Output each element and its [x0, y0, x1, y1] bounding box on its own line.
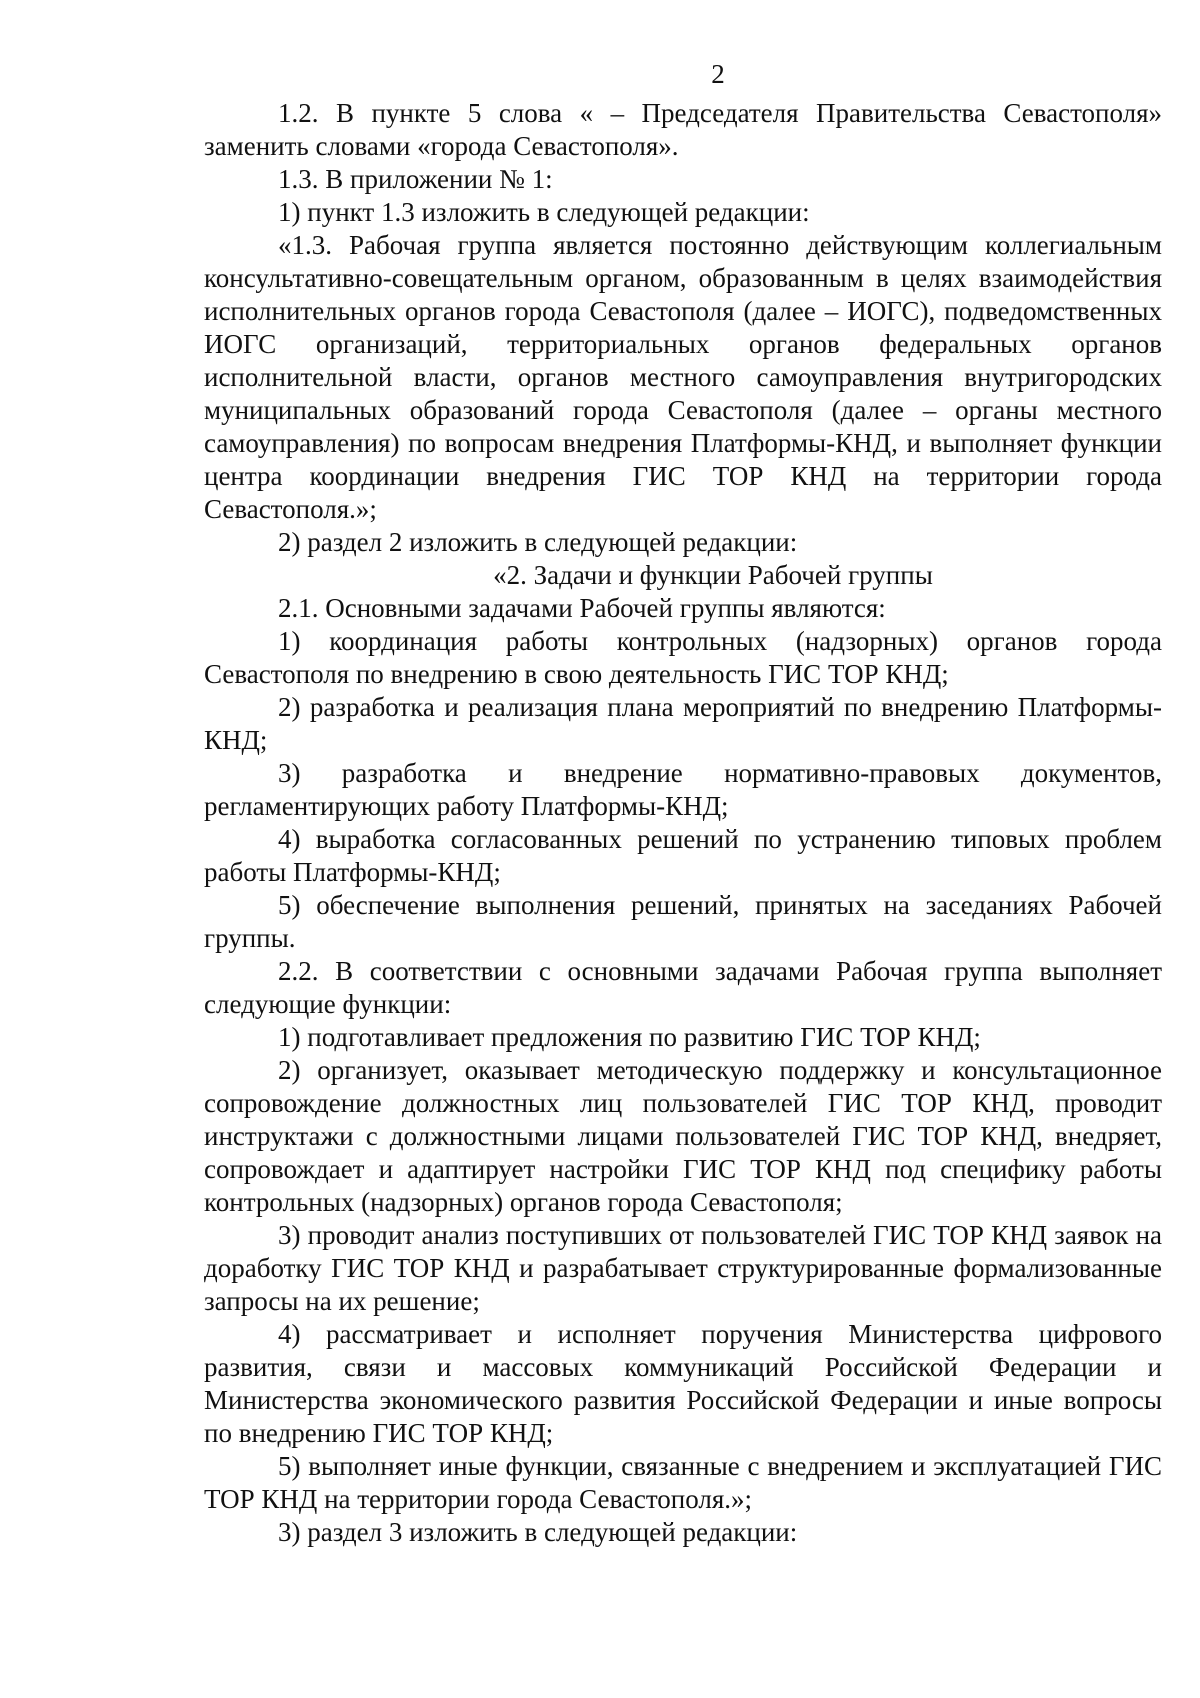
task-item-1: 1) координация работы контрольных (надзорных) органов города Севастополя по внедрению в свою деятельность ГИС ТОР КНД;	[204, 626, 1162, 689]
paragraph-item-1: 1) пункт 1.3 изложить в следующей редакции:	[278, 197, 810, 227]
function-item-2: 2) организует, оказывает методическую поддержку и консультационное сопровождение должностных лиц пользователей ГИС ТОР КНД, проводит инструктажи с должностными лицами пользователей ГИС ТОР КНД, внедряет, сопровождает и адаптирует настройки ГИС ТОР КНД под специфику работы контрольных (надзорных) органов города Севастополя;	[204, 1055, 1162, 1217]
page-number: 2	[711, 59, 725, 89]
task-item-2: 2) разработка и реализация плана мероприятий по внедрению Платформы-КНД;	[204, 692, 1162, 755]
paragraph-item-3: 3) раздел 3 изложить в следующей редакции:	[278, 1517, 798, 1547]
function-item-1: 1) подготавливает предложения по развитию ГИС ТОР КНД;	[278, 1022, 981, 1052]
paragraph-1-3: 1.3. В приложении № 1:	[278, 164, 553, 194]
paragraph-1-2: 1.2. В пункте 5 слова « – Председателя Правительства Севастополя» заменить словами «города Севастополя».	[204, 98, 1162, 161]
paragraph-quote-1-3: «1.3. Рабочая группа является постоянно действующим коллегиальным консультативно-совещательным органом, образованным в целях взаимодействия исполнительных органов города Севастополя (далее – ИОГС), подведомственных ИОГС организаций, территориальных органов федеральных органов исполнительной власти, органов местного самоуправления внутригородских муниципальных образований города Севастополя (далее – органы местного самоуправления) по вопросам внедрения Платформы-КНД, и выполняет функции центра координации внедрения ГИС ТОР КНД на территории города Севастополя.»;	[204, 230, 1162, 524]
task-item-5: 5) обеспечение выполнения решений, принятых на заседаниях Рабочей группы.	[204, 890, 1162, 953]
function-item-4: 4) рассматривает и исполняет поручения Министерства цифрового развития, связи и массовых коммуникаций Российской Федерации и Министерства экономического развития Российской Федерации и иные вопросы по внедрению ГИС ТОР КНД;	[204, 1319, 1162, 1448]
paragraph-item-2: 2) раздел 2 изложить в следующей редакции:	[278, 527, 798, 557]
section-heading: «2. Задачи и функции Рабочей группы	[493, 560, 933, 590]
task-item-4: 4) выработка согласованных решений по устранению типовых проблем работы Платформы-КНД;	[204, 824, 1162, 887]
paragraph-2-1: 2.1. Основными задачами Рабочей группы являются:	[278, 593, 886, 623]
function-item-5: 5) выполняет иные функции, связанные с внедрением и эксплуатацией ГИС ТОР КНД на территории города Севастополя.»;	[204, 1451, 1162, 1514]
task-item-3: 3) разработка и внедрение нормативно-правовых документов, регламентирующих работу Платформы-КНД;	[204, 758, 1162, 821]
document-page	[204, 58, 1162, 1549]
function-item-3: 3) проводит анализ поступивших от пользователей ГИС ТОР КНД заявок на доработку ГИС ТОР КНД и разрабатывает структурированные формализованные запросы на их решение;	[204, 1220, 1162, 1316]
paragraph-2-2: 2.2. В соответствии с основными задачами Рабочая группа выполняет следующие функции:	[204, 956, 1162, 1019]
